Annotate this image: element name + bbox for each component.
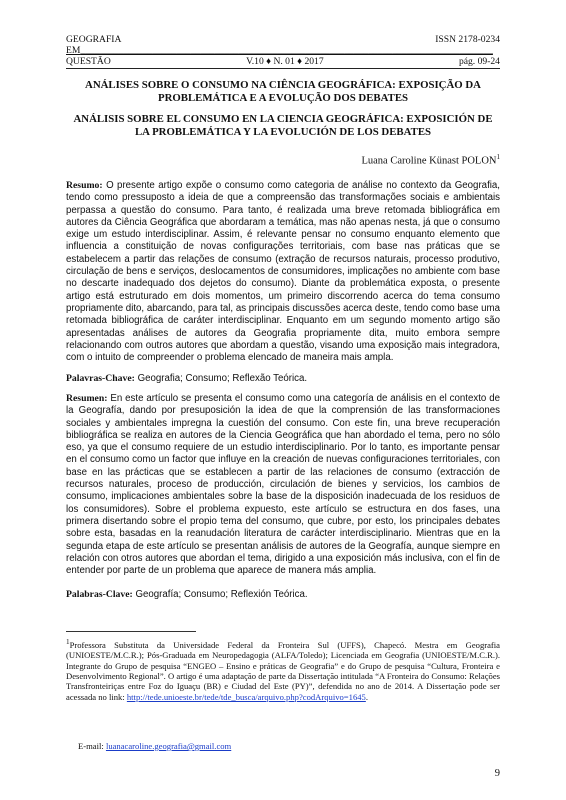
footnote-marker: 1: [66, 638, 70, 646]
issn: ISSN 2178-0234: [435, 34, 500, 45]
resumen-text: En este artículo se presenta el consumo como una categoría de análisis en el contexto de la Geografía, dando por presuposición la idea de que la comprensión de las transformaciones sociales y ambientales impregna la cuestión del consumo. Con este fin, una breve recuperación bibliográfica se realiza en autores de la Ciencia Geográfica que han abordado el tema, pero no sólo eso, ya que el consumo requiere de un estudio interdisciplinario. Por lo tanto, es importante pensar en el consumo como un factor que influye en la creación de nuevas configuraciones territoriales, con base en las prácticas que se establecen a partir de las relaciones de consumo (extracción de recursos naturales, proceso de producción, circulación de bienes y servicios, los cambios de consumo, implicaciones ambientales sobre la base de la disposición inadecuada de los residuos de los consumidores). Sobre el problema expuesto, este artículo se estructura en dos fases, una primera disertando sobre el propio tema del consumo, que cubre, por esto, los principales debates sobre esta, basadas en la reanudación literatura de carácter interdisciplinario. Mientras que en la segunda etapa de este artículo se presentan análisis de autores de la Geografía, aunque siempre en relación con otros autores que abordan el tema, dirigido a una exposición más inclusiva, con el fin de entender por parte de un problema que aparece de manera más amplia.: [66, 393, 500, 577]
journal-name-line1: GEOGRAFIA: [66, 34, 122, 45]
resumo-text: O presente artigo expõe o consumo como categoria de análise no contexto da Geografia, tendo como pressuposto a ideia de que a compreensão das transformações sociais e ambientais perpassa a questão do consumo. Para tanto, é realizada uma breve retomada bibliográfica em autores da Ciência Geográfica que abordaram a temática, mas não apenas nesta, já que o consumo exige um estudo interdisciplinar. Assim, é relevante pensar no consumo enquanto elemento que influencia a constituição de novas configurações territoriais, com base nas práticas que se estabelecem a partir das relações de consumo (extração de recursos naturais, processo produtivo, circulação de bens e serviços, deslocamentos de consumidores, implicações no ambiente com base no descarte inadequado dos dejetos do consumo). Diante da problemática exposta, o presente artigo está estruturado em dois momentos, um primeiro discorrendo acerca do tema consumo propriamente dito, abarcando, para tal, as principais discussões acerca deste, tendo como base uma retomada bibliográfica de caráter interdisciplinar. Enquanto em um segundo momento artigo são apresentadas análises de autores da Geografia propriamente dita, muito embora sempre relacionando com outros autores que abordam a questão, visando uma exposição mais integradora, com o intuito de compreender o problema elencado de maneira mais ampla.: [66, 180, 500, 364]
journal-name-line3: QUESTÃO: [66, 56, 111, 67]
dissertation-link[interactable]: http://tede.unioeste.br/tede/tde_busca/arquivo.php?codArquivo=1645: [126, 691, 366, 702]
resumo-label: Resumo:: [66, 180, 103, 191]
resumen-label: Resumen:: [66, 393, 108, 404]
email-link[interactable]: luanacaroline.geografia@gmail.com: [105, 741, 232, 751]
palabras-clave-text: Geografía; Consumo; Reflexión Teórica.: [135, 589, 308, 600]
page-range: pág. 09-24: [458, 56, 500, 67]
palavras-chave-text: Geografia; Consumo; Reflexão Teórica.: [137, 373, 308, 384]
title-portuguese: ANÁLISES SOBRE O CONSUMO NA CIÊNCIA GEOGRÁFICA: EXPOSIÇÃO DA PROBLEMÁTICA E A EVOLUÇÃO DOS DEBATES: [85, 79, 481, 104]
header-row-1: [66, 34, 500, 45]
author-line: [361, 153, 500, 167]
resumo-paragraph: [66, 180, 500, 364]
palabras-clave-label: Palabras-Clave:: [66, 589, 133, 600]
volume-info: V.10 ♦ N. 01 ♦ 2017: [246, 56, 324, 67]
journal-name-line2: EM______________________________________________________________________________________: [66, 45, 493, 56]
page-header: [66, 34, 500, 69]
footnote-email: [78, 741, 231, 751]
email-label: E-mail:: [78, 741, 104, 751]
footnote-text: Professora Substituta da Universidade Federal da Fronteira Sul (UFFS), Chapecó. Mestra em Geografia (UNIOESTE/M.C.R.); Pós-Graduada em Neuropedagogia (ALFA/Toledo); Licenciada em Geografia (UNIOESTE/M.C.R.). Integrante do Grupo de pesquisa “ENGEO – Ensino e práticas de Geografia” e do Grupo de pesquisa “Cultura, Fronteira e Desenvolvimento Regional”. O artigo é uma adaptação de parte da Dissertação intitulada “A Fronteira do Consumo: Relações Transfronteiriças entre Foz do Iguaçu (BR) e Ciudad del Este (PY)”, defendida no ano de 2014. A Dissertação pode ser acessada no link:: [66, 639, 500, 702]
resumen-paragraph: [66, 393, 500, 577]
header-row-3: [66, 56, 500, 69]
footnote: [66, 637, 500, 702]
palabras-clave: [66, 589, 500, 601]
footnote-divider: [66, 631, 196, 632]
palavras-chave-label: Palavras-Chave:: [66, 373, 135, 384]
author-name: Luana Caroline Künast POLON: [361, 155, 497, 167]
link-suffix: .: [365, 691, 368, 702]
page-number: 9: [494, 768, 500, 779]
palavras-chave: [66, 373, 500, 385]
header-row-2: [66, 45, 500, 56]
author-footnote-marker[interactable]: 1: [496, 153, 500, 161]
title-spanish: ANÁLISIS SOBRE EL CONSUMO EN LA CIENCIA GEOGRÁFICA: EXPOSICIÓN DE LA PROBLEMÁTICA Y LA EVOLUCIÓN DE LOS DEBATES: [73, 113, 493, 138]
